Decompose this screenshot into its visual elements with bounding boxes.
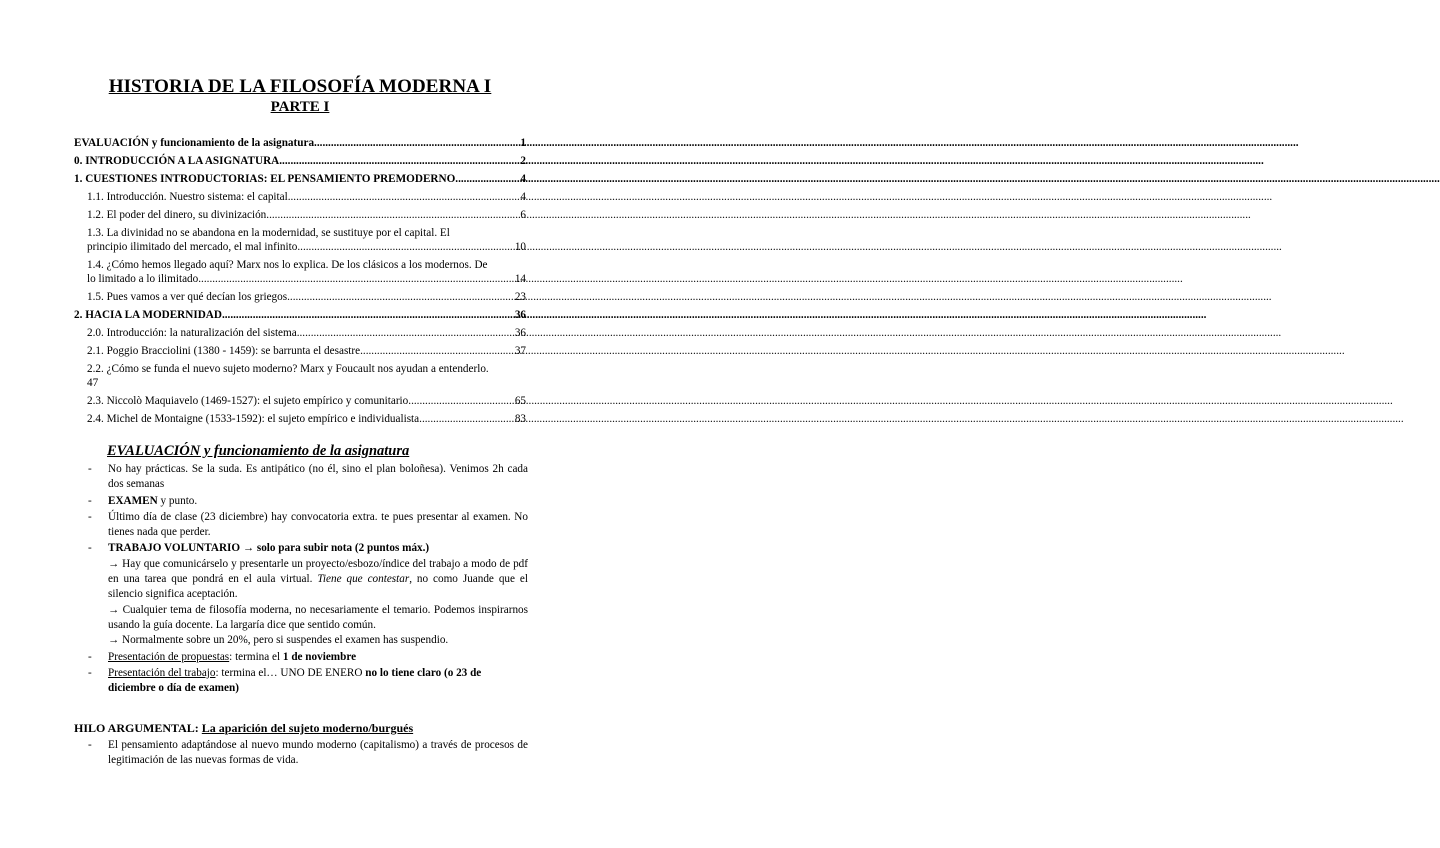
- list-item-text: [108, 494, 528, 509]
- toc-dot-leader: [222, 308, 514, 323]
- toc-dot-leader: [408, 394, 514, 409]
- toc-page-number: 47: [87, 377, 99, 389]
- table-of-contents: [74, 136, 526, 430]
- toc-entry[interactable]: [74, 362, 526, 390]
- trabajo-subpoint: → Cualquier tema de filosofía moderna, no necesariamente el temario. Podemos inspirarnos usando la guía docente. La largaría dice que sentido común.: [108, 603, 528, 631]
- list-item: [88, 541, 528, 648]
- toc-entry[interactable]: [74, 290, 526, 305]
- examen-rest: y punto.: [157, 494, 198, 507]
- toc-entry[interactable]: [74, 412, 526, 427]
- toc-page-number: 36: [514, 309, 526, 321]
- toc-entry-text: 1.4. ¿Cómo hemos llegado aquí? Marx nos lo explica. De los clásicos a los modernos. De: [87, 259, 488, 271]
- toc-entry[interactable]: [74, 226, 526, 254]
- trabajo-label: Presentación del trabajo: [108, 666, 216, 679]
- toc-dot-leader: [266, 208, 519, 223]
- toc-entry-text: 1.1. Introducción. Nuestro sistema: el capital: [87, 191, 288, 203]
- list-dash: -: [88, 739, 92, 751]
- toc-dot-leader: [360, 344, 514, 359]
- toc-page-number: 14: [514, 273, 526, 285]
- evaluacion-list: [88, 462, 528, 697]
- toc-page-number: 23: [514, 291, 526, 303]
- toc-page-number: 1: [520, 137, 526, 149]
- toc-entry-text: 2.4. Michel de Montaigne (1533-1592): el sujeto empírico e individualista: [87, 413, 420, 425]
- list-item: [88, 650, 528, 665]
- toc-entry-text: 2.2. ¿Cómo se funda el nuevo sujeto moderno? Marx y Foucault nos ayudan a entenderlo.: [87, 363, 489, 375]
- toc-entry[interactable]: [74, 154, 526, 169]
- document-title: HISTORIA DE LA FILOSOFÍA MODERNA I: [108, 76, 492, 97]
- hilo-label: HILO ARGUMENTAL:: [74, 721, 202, 735]
- list-dash: -: [88, 463, 92, 475]
- list-item-text: El pensamiento adaptándose al nuevo mundo moderno (capitalismo) a través de procesos de legitimación de las nuevas formas de vida.: [108, 739, 528, 767]
- list-item-text: [108, 666, 528, 697]
- list-dash: -: [88, 542, 92, 555]
- toc-dot-leader: [419, 412, 514, 427]
- list-dash: -: [88, 510, 92, 523]
- toc-entry[interactable]: [74, 344, 526, 359]
- list-item: [88, 462, 528, 493]
- toc-entry[interactable]: [74, 172, 526, 187]
- toc-dot-leader: [288, 190, 520, 205]
- toc-dot-leader: [455, 172, 519, 187]
- subpoint-italic: Tiene que contestar: [317, 573, 410, 586]
- list-item: [88, 494, 528, 509]
- toc-entry-text: lo limitado a lo ilimitado: [87, 273, 199, 285]
- list-dash: -: [88, 650, 92, 663]
- toc-entry-text: 0. INTRODUCCIÓN A LA ASIGNATURA: [74, 155, 280, 167]
- toc-entry-text: 1. CUESTIONES INTRODUCTORIAS: EL PENSAMIENTO PREMODERNO: [74, 173, 456, 185]
- document-page: [0, 0, 600, 848]
- hilo-argumental-heading: [74, 721, 413, 736]
- list-item: [88, 510, 528, 541]
- toc-page-number: 37: [514, 345, 526, 357]
- toc-page-number: 36: [514, 327, 526, 339]
- examen-label: EXAMEN: [108, 494, 158, 507]
- trabajo-rest: : termina el… UNO DE ENERO: [215, 666, 366, 679]
- subpoint-text: , no como Juande que el silencio significa aceptación.: [108, 573, 528, 601]
- toc-dot-leader: [287, 290, 514, 305]
- propuestas-label: Presentación de propuestas: [108, 650, 230, 663]
- list-dash: -: [88, 494, 92, 507]
- propuestas-date: 1 de noviembre: [282, 650, 357, 663]
- toc-dot-leader: [314, 136, 519, 151]
- toc-dot-leader: [279, 154, 519, 169]
- toc-entry-text: 2. HACIA LA MODERNIDAD: [74, 309, 222, 321]
- trabajo-voluntario-heading: TRABAJO VOLUNTARIO → solo para subir nota (2 puntos máx.): [108, 542, 430, 555]
- document-subtitle: PARTE I: [270, 99, 330, 115]
- list-item: [88, 738, 528, 769]
- list-item-text: [108, 650, 528, 665]
- toc-entry-text: 2.3. Niccolò Maquiavelo (1469-1527): el sujeto empírico y comunitario: [87, 395, 409, 407]
- evaluacion-heading: EVALUACIÓN y funcionamiento de la asignatura: [107, 443, 410, 459]
- list-item-text: [108, 541, 528, 648]
- toc-entry-text: 2.0. Introducción: la naturalización del sistema: [87, 327, 297, 339]
- trabajo-date: no lo tiene claro (o 23 de diciembre o día de examen): [108, 666, 482, 695]
- subpoint-text: → Hay que comunicárselo y presentarle un proyecto/esbozo/índice del trabajo a modo de pdf en una tarea que pondrá en el aula virtual.: [108, 557, 528, 586]
- toc-page-number: 83: [514, 413, 526, 425]
- toc-entry-text: 1.5. Pues vamos a ver qué decían los griegos: [87, 291, 288, 303]
- hilo-list: [88, 738, 528, 770]
- toc-dot-leader: [297, 326, 514, 341]
- toc-page-number: 4: [520, 191, 526, 203]
- toc-entry[interactable]: [74, 208, 526, 223]
- toc-dot-leader: [198, 272, 514, 286]
- list-item-text: Último día de clase (23 diciembre) hay convocatoria extra. te pues presentar al examen. No tienes nada que perder.: [108, 510, 528, 539]
- list-item-text: No hay prácticas. Se la suda. Es antipático (no él, sino el plan boloñesa). Venimos 2h cada dos semanas: [108, 463, 528, 491]
- toc-entry-text: 1.2. El poder del dinero, su divinización: [87, 209, 267, 221]
- toc-entry-text: principio ilimitado del mercado, el mal infinito: [87, 241, 298, 253]
- toc-entry-text: EVALUACIÓN y funcionamiento de la asignatura: [74, 137, 315, 149]
- toc-entry[interactable]: [74, 326, 526, 341]
- toc-page-number: 4: [520, 173, 526, 185]
- toc-entry[interactable]: [74, 308, 526, 323]
- hilo-topic: La aparición del sujeto moderno/burgués: [201, 721, 414, 735]
- toc-page-number: 6: [520, 209, 526, 221]
- toc-page-number: 10: [514, 241, 526, 253]
- toc-entry[interactable]: [74, 190, 526, 205]
- trabajo-subpoint: [108, 557, 528, 603]
- toc-entry[interactable]: [74, 394, 526, 409]
- list-item: [88, 666, 528, 697]
- toc-dot-leader: [297, 240, 513, 254]
- toc-page-number: 2: [520, 155, 526, 167]
- toc-entry[interactable]: [74, 258, 526, 286]
- toc-entry[interactable]: [74, 136, 526, 151]
- toc-entry-text: 2.1. Poggio Bracciolini (1380 - 1459): se barrunta el desastre: [87, 345, 361, 357]
- list-dash: -: [88, 666, 92, 679]
- toc-entry-text: 1.3. La divinidad no se abandona en la modernidad, se sustituye por el capital. El: [87, 227, 450, 239]
- toc-page-number: 65: [514, 395, 526, 407]
- propuestas-rest: : termina el: [229, 650, 283, 663]
- trabajo-subpoint: → Normalmente sobre un 20%, pero si suspendes el examen has suspendio.: [108, 634, 449, 647]
